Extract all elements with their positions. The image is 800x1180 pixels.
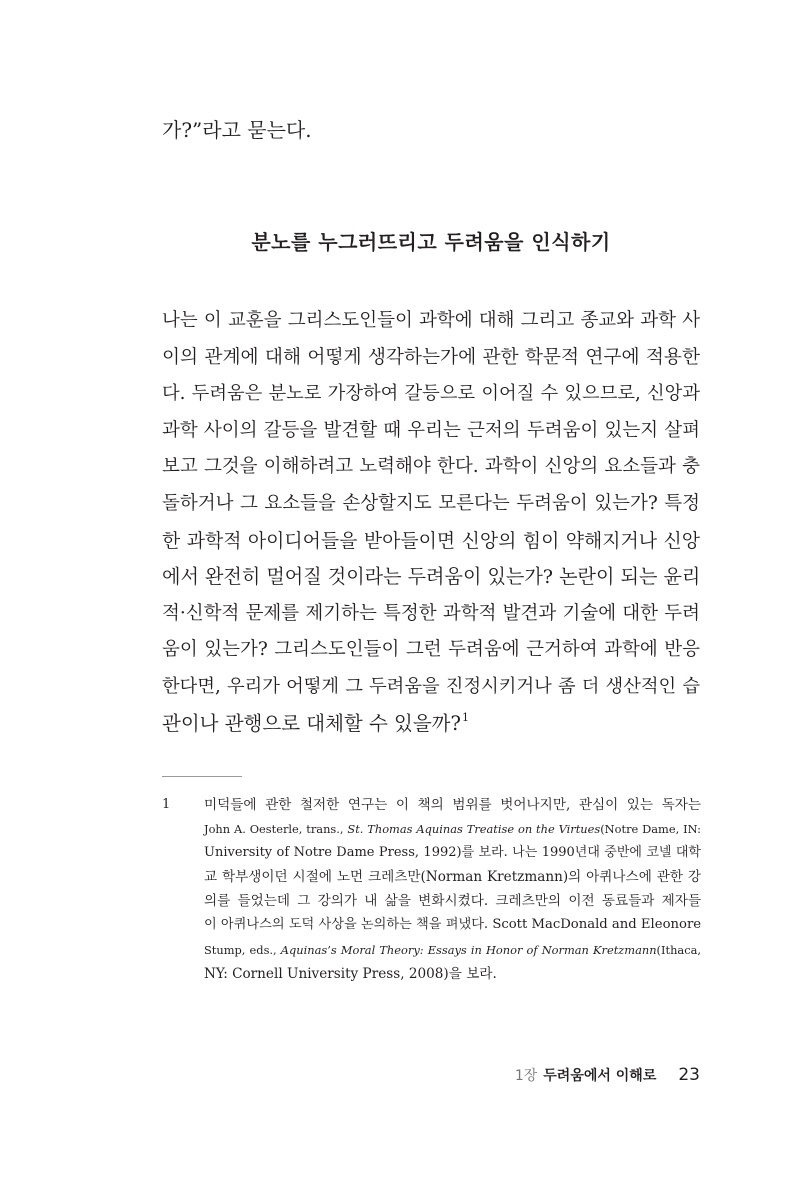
paragraph-line: 움이 있는가? 그리스도인들이 그런 두려움에 근거하여 과학에 반응 [162,639,700,661]
footnote-line: 의를 들었는데 그 강의가 내 삶을 변화시켰다. 크레츠만의 이전 동료들과 제자들 [204,893,701,910]
section-heading: 분노를 누그러뜨리고 두려움을 인식하기 [251,230,611,254]
page-number: 23 [678,1065,700,1085]
footnote-line: 교 학부생이던 시절에 노먼 크레츠만(Norman Kretzmann)의 아퀴나스에 관한 강 [204,869,701,886]
paragraph-line: 에서 완전히 멀어질 것이라는 두려움이 있는가? 논란이 되는 윤리 [162,565,701,589]
footer-chapter-title: 두려움에서 이해로 [543,1068,657,1084]
paragraph-line: 적·신학적 문제를 제기하는 특정한 과학적 발견과 기술에 대한 두려 [162,602,700,624]
footnote-divider [162,776,242,777]
body-paragraph [162,303,700,742]
footnote-number: 1 [162,797,171,812]
footnote-line: NY: Cornell University Press, 2008)을 보라. [204,965,497,982]
paragraph-line: 이의 관계에 대해 어떻게 생각하는가에 관한 학문적 연구에 적용한 [162,346,700,368]
paragraph-line: 과학 사이의 갈등을 발견할 때 우리는 근저의 두려움이 있는지 살펴 [162,419,700,441]
footnote-line: Stump, eds., Aquinas’s Moral Theory: Essays in Honor of Norman Kretzmann(Ithaca, [204,942,701,957]
footnote-line: 이 아퀴나스의 도덕 사상을 논의하는 책을 펴냈다. Scott MacDonald and Eleonore [204,917,702,933]
paragraph-line: 한다면, 우리가 어떻게 그 두려움을 진정시키거나 좀 더 생산적인 습 [162,675,700,697]
continued-text-line: 가?”라고 묻는다. [162,118,312,142]
paragraph-line: 돌하거나 그 요소들을 손상할지도 모른다는 두려움이 있는가? 특정 [162,492,700,514]
book-title: Aquinas’s Moral Theory: Essays in Honor of Norman Kretzmann [280,942,657,957]
paragraph-line: 다. 두려움은 분노로 가장하여 갈등으로 이어질 수 있으므로, 신앙과 [162,383,700,405]
footer-chapter: 1장 [514,1068,538,1084]
footnote-text [204,793,701,986]
footnote-marker[interactable]: 1 [461,710,469,724]
footnote-line: University of Notre Dame Press, 1992)를 보라. 나는 1990년대 중반에 코넬 대학 [204,845,701,861]
paragraph-line: 관이나 관행으로 대체할 수 있을까?$^1$ [162,710,469,735]
footnote-line: 미덕들에 관한 철저한 연구는 이 책의 범위를 벗어나지만, 관심이 있는 독자는 [204,797,701,813]
footnote-line: John A. Oesterle, trans., St. Thomas Aquinas Treatise on the Virtues(Notre Dame, IN: [204,822,701,837]
paragraph-line: 한 과학적 아이디어들을 받아들이면 신앙의 힘이 약해지거나 신앙 [162,529,700,552]
book-title: St. Thomas Aquinas Treatise on the Virtues [347,822,601,837]
page-footer [515,1064,700,1087]
paragraph-line: 보고 그것을 이해하려고 노력해야 한다. 과학이 신앙의 요소들과 충 [162,456,700,478]
paragraph-line: 나는 이 교훈을 그리스도인들이 과학에 대해 그리고 종교와 과학 사 [162,310,700,331]
